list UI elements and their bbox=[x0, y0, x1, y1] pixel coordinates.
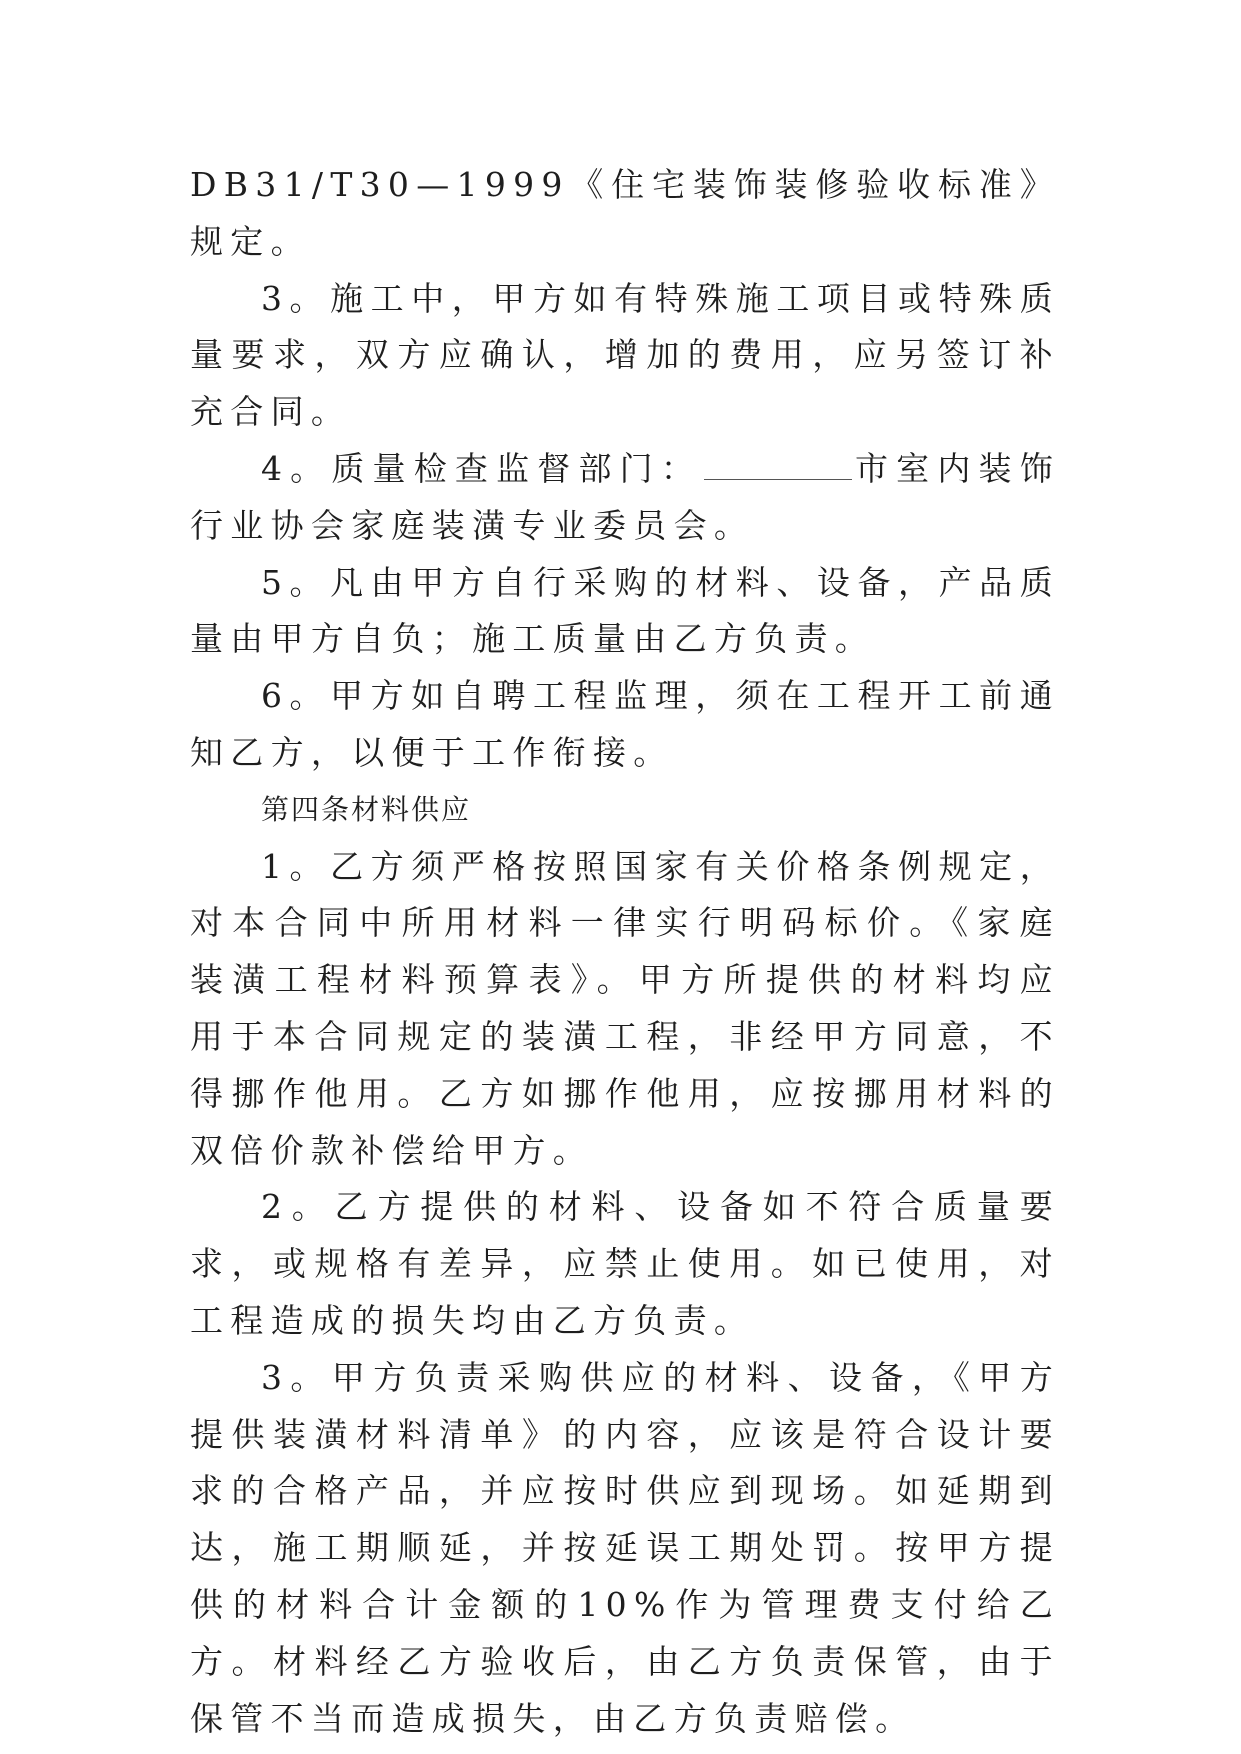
paragraph-clause-5: 5。凡由甲方自行采购的材料、设备，产品质量由甲方自负；施工质量由乙方负责。 bbox=[190, 562, 1060, 659]
paragraph-clause-6: 6。甲方如自聘工程监理，须在工程开工前通知乙方，以便于工作衔接。 bbox=[190, 676, 1060, 772]
clause-4-label: 4。质量检查监督部门： bbox=[261, 448, 703, 488]
paragraph-clause-3: 3。施工中，甲方如有特殊施工项目或特殊质量要求，双方应确认，增加的费用，应另签订补充合同。 bbox=[190, 278, 1060, 432]
paragraph-material-3: 3。甲方负责采购供应的材料、设备，《甲方提供装潢材料清单》的内容，应该是符合设计要求的合格产品，并应按时供应到现场。如延期到达，施工期顺延，并按延误工期处罚。按甲方提供的材料合计金额的10%作为管理费支付给乙方。材料经乙方验收后，由乙方负责保管，由于保管不当而造成损失，由乙方负责赔偿。 bbox=[190, 1357, 1060, 1738]
blank-fill-line bbox=[704, 453, 852, 480]
paragraph-standard-reference: DB31/T30—1999《住宅装饰装修验收标准》规定。 bbox=[190, 165, 1060, 261]
paragraph-clause-4 bbox=[190, 441, 1060, 555]
section-heading: 第四条材料供应 bbox=[261, 792, 472, 826]
clause-4-text: 市室内装饰行业协会家庭装潢专业委员会。 bbox=[190, 448, 1061, 545]
document-body bbox=[190, 157, 1060, 1747]
paragraph-material-2: 2。乙方提供的材料、设备如不符合质量要求，或规格有差异，应禁止使用。如已使用，对工程造成的损失均由乙方负责。 bbox=[190, 1187, 1060, 1340]
paragraph-material-1: 1。乙方须严格按照国家有关价格条例规定，对本合同中所用材料一律实行明码标价。《家庭装潢工程材料预算表》。甲方所提供的材料均应用于本合同规定的装潢工程，非经甲方同意，不得挪作他用。乙方如挪作他用，应按挪用材料的双倍价款补偿给甲方。 bbox=[190, 846, 1060, 1170]
